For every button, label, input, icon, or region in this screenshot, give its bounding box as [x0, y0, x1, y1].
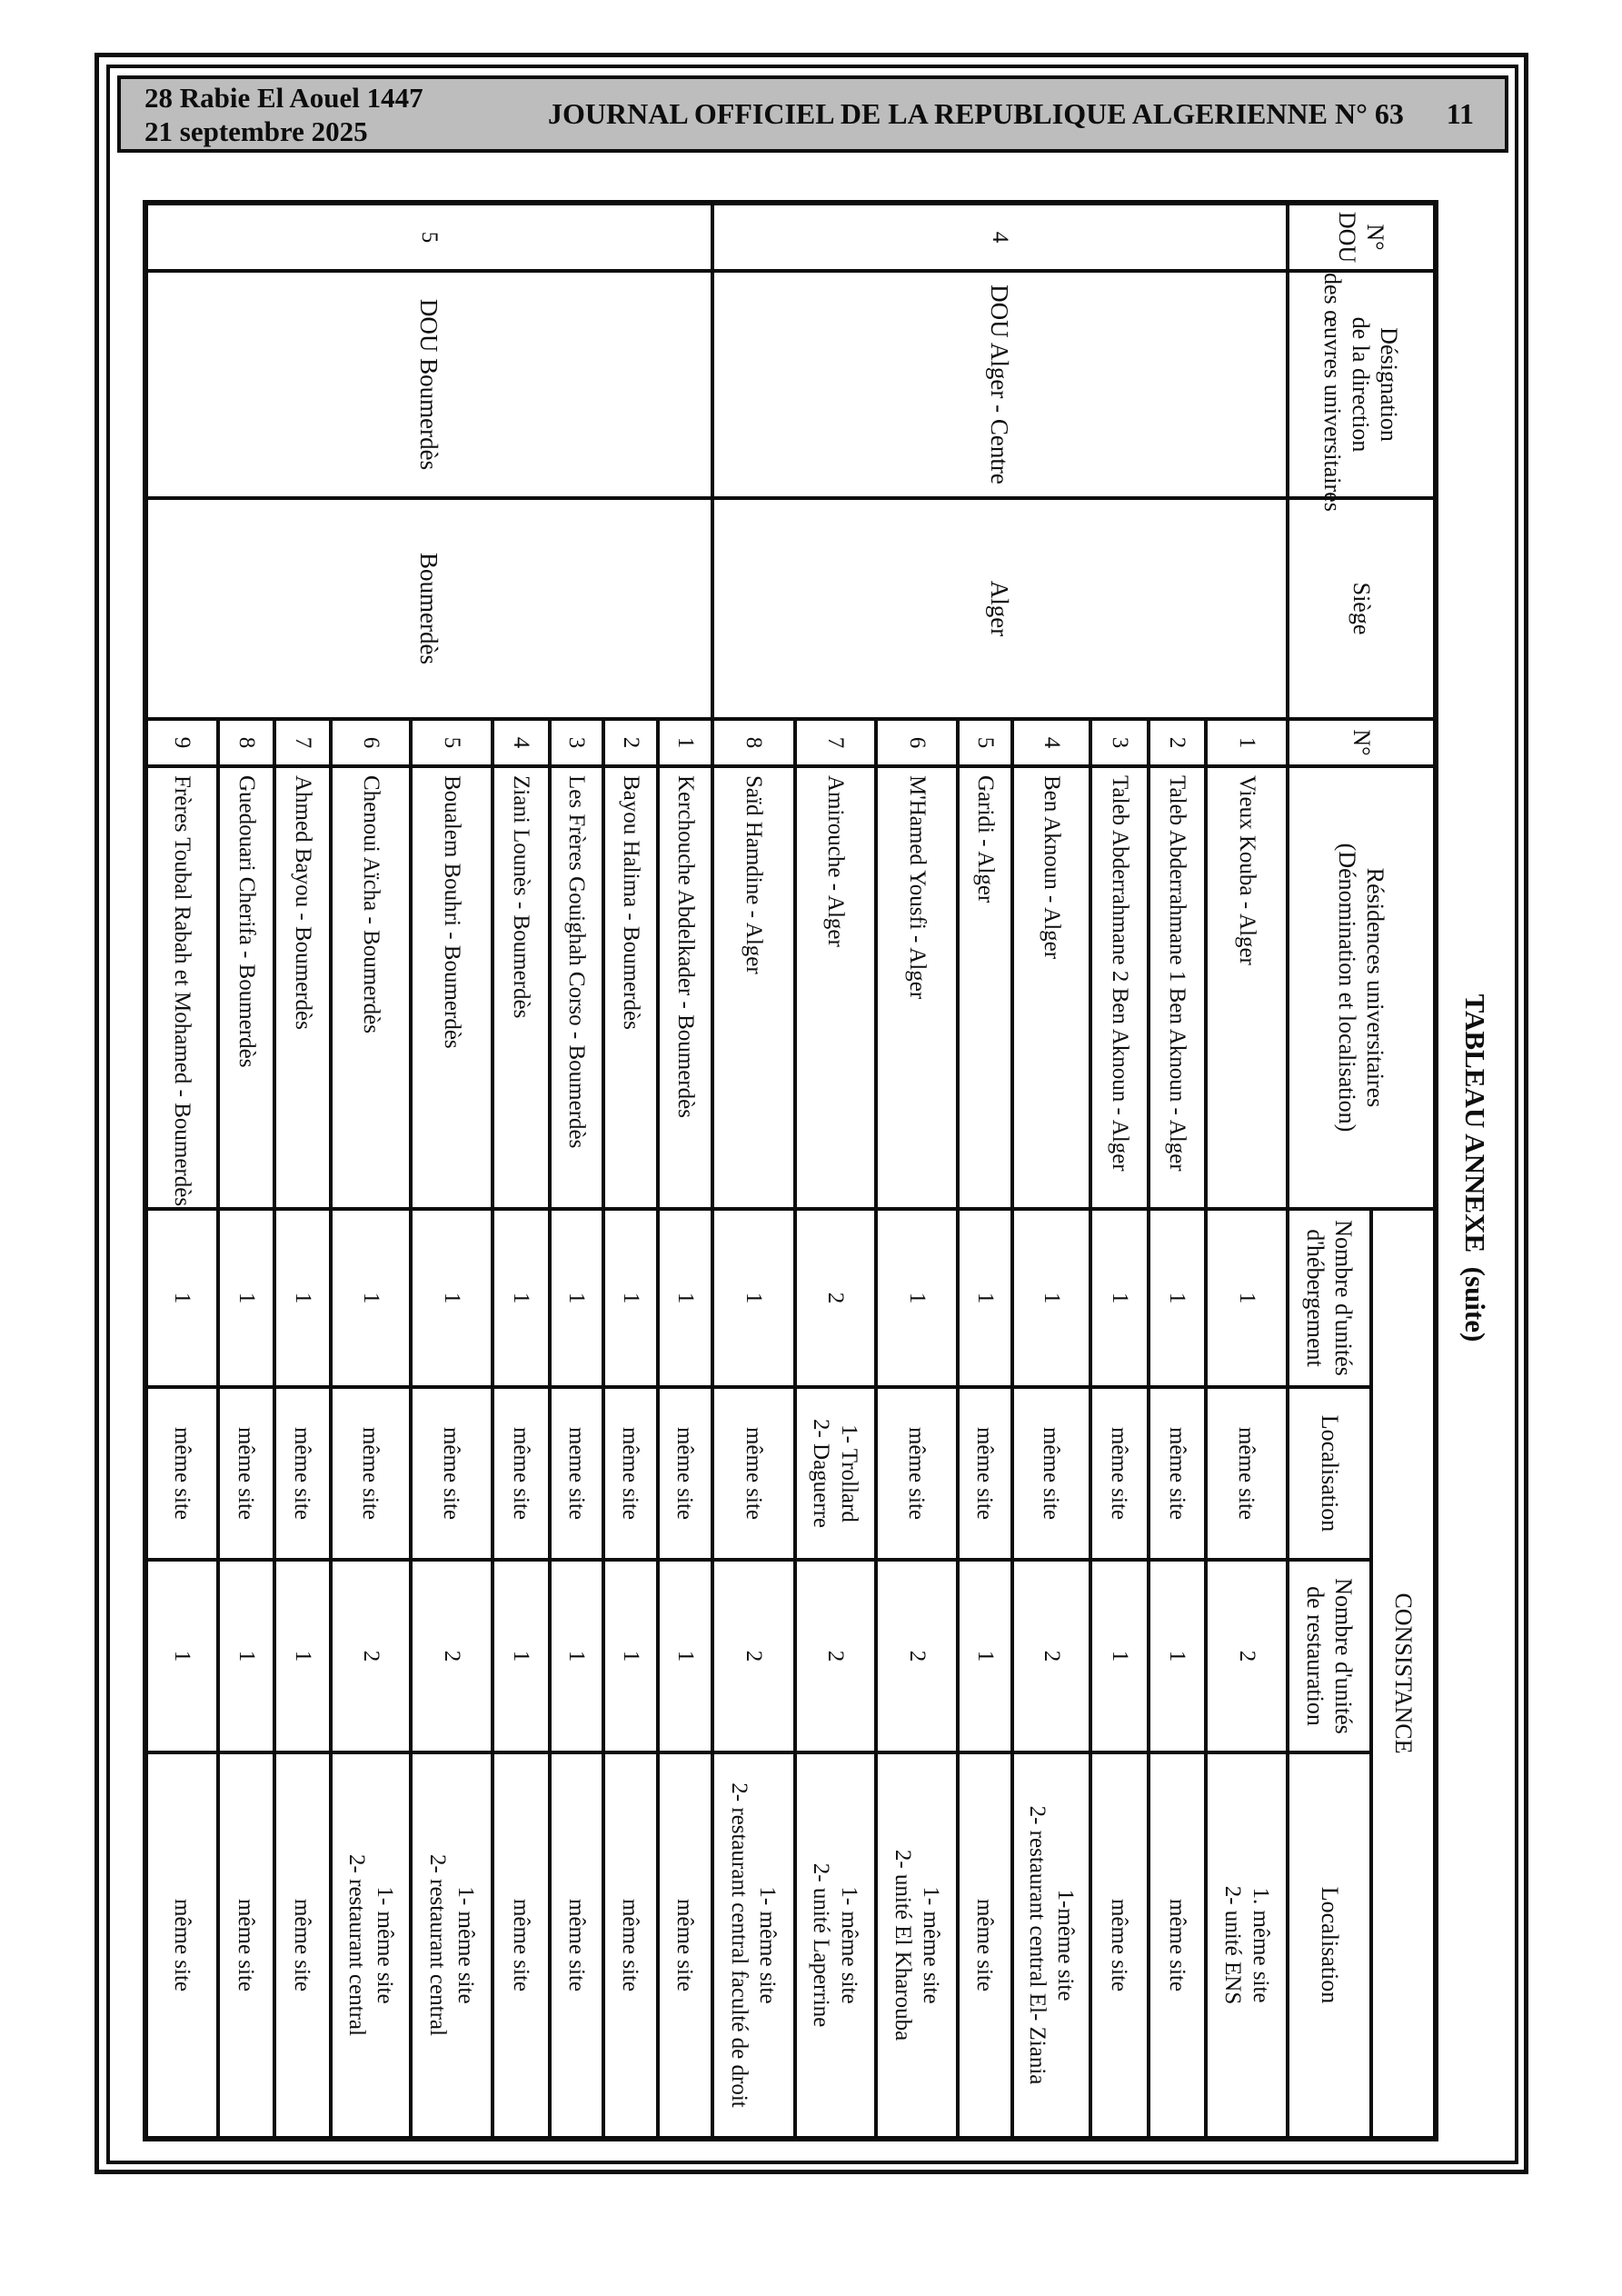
- cell-heberg-localisation: [493, 1387, 550, 1560]
- cell-heberg-count: 1: [958, 1209, 1012, 1387]
- loc1-line1: même site: [1234, 1426, 1259, 1521]
- cell-restau-localisation: [958, 1752, 1012, 2139]
- loc2-line1: 1- même site: [837, 1886, 862, 2004]
- cell-heberg-count: 1: [550, 1209, 603, 1387]
- residences-line2: (Dénomination et localisation): [1334, 843, 1360, 1133]
- num-dou-line2: DOU: [1334, 211, 1360, 264]
- cell-heberg-count: 1: [1206, 1209, 1288, 1387]
- loc2-line1: même site: [509, 1898, 533, 1992]
- cell-restau-count: 2: [1206, 1560, 1288, 1752]
- col-header-heberg: [1288, 1209, 1371, 1387]
- cell-row-num: 5: [411, 719, 493, 766]
- cell-residence-name: Bayou Halima - Boumerdès: [603, 766, 658, 1209]
- cell-residence-name: Garidi - Alger: [958, 766, 1012, 1209]
- cell-heberg-count: 1: [603, 1209, 658, 1387]
- cell-heberg-localisation: [1012, 1387, 1090, 1560]
- loc1-line1: même site: [439, 1426, 464, 1521]
- loc1-line1: même site: [290, 1426, 315, 1521]
- cell-restau-count: 1: [658, 1560, 712, 1752]
- cell-restau-count: 1: [1149, 1560, 1206, 1752]
- loc2-line2: 2- restaurant central: [425, 1854, 450, 2036]
- cell-restau-localisation: [658, 1752, 712, 2139]
- cell-heberg-localisation: [411, 1387, 493, 1560]
- journal-header-band: [117, 75, 1508, 153]
- loc2-line1: 1-même site: [1053, 1889, 1078, 2002]
- cell-restau-count: 2: [712, 1560, 795, 1752]
- header-row-1: [1371, 203, 1436, 2139]
- cell-restau-localisation: [1090, 1752, 1149, 2139]
- annex-table: [143, 200, 1438, 2141]
- loc2-line1: même site: [564, 1898, 589, 1992]
- num-dou-line1: N°: [1362, 224, 1388, 251]
- cell-restau-count: 1: [958, 1560, 1012, 1752]
- cell-residence-name: Les Frères Gouighah Corso - Boumerdès: [550, 766, 603, 1209]
- cell-heberg-count: 1: [712, 1209, 795, 1387]
- heberg-line2: d'hébergement: [1302, 1229, 1328, 1367]
- cell-restau-count: 2: [795, 1560, 876, 1752]
- cell-row-num: 8: [218, 719, 274, 766]
- cell-heberg-localisation: [603, 1387, 658, 1560]
- loc2-line2: 2- restaurant central faculté de droit: [727, 1782, 752, 2108]
- cell-residence-name: Chenoui Aïcha - Boumerdès: [331, 766, 411, 1209]
- loc1-line1: même site: [972, 1426, 998, 1521]
- cell-row-num: 2: [603, 719, 658, 766]
- residences-line1: Résidences universitaires: [1362, 867, 1388, 1108]
- cell-row-num: 7: [274, 719, 331, 766]
- cell-restau-count: 2: [411, 1560, 493, 1752]
- cell-row-num: 6: [876, 719, 958, 766]
- cell-restau-count: 1: [550, 1560, 603, 1752]
- loc2-line1: même site: [290, 1898, 315, 1992]
- loc2-line2: 2- unité Laperrine: [809, 1862, 834, 2028]
- loc1-line1: même site: [234, 1426, 259, 1521]
- rotated-annex-sheet: [148, 200, 1511, 2136]
- col-header-restauration: [1288, 1560, 1371, 1752]
- loc1-line1: même site: [1039, 1426, 1064, 1521]
- date-hijri: 28 Rabie El Aouel 1447: [144, 81, 423, 114]
- cell-residence-name: Kerchouche Abdelkader - Boumerdès: [658, 766, 712, 1209]
- cell-row-num: 1: [658, 719, 712, 766]
- cell-row-num: 8: [712, 719, 795, 766]
- col-header-siege: Siège: [1288, 498, 1436, 719]
- cell-heberg-count: 1: [274, 1209, 331, 1387]
- cell-restau-count: 2: [876, 1560, 958, 1752]
- loc1-line1: même site: [170, 1426, 194, 1521]
- col-header-localisation-2: Localisation: [1288, 1752, 1371, 2139]
- cell-residence-name: M'Hamed Yousfi - Alger: [876, 766, 958, 1209]
- page-number: 11: [1446, 97, 1474, 130]
- cell-group-siege: Alger: [712, 498, 1288, 719]
- cell-restau-localisation: [493, 1752, 550, 2139]
- cell-residence-name: Ben Aknoun - Alger: [1012, 766, 1090, 1209]
- loc1-line1: même site: [1107, 1426, 1132, 1521]
- cell-heberg-count: 1: [411, 1209, 493, 1387]
- cell-heberg-localisation: [658, 1387, 712, 1560]
- cell-restau-localisation: [1206, 1752, 1288, 2139]
- cell-group-num: 5: [145, 203, 712, 271]
- cell-heberg-localisation: [1206, 1387, 1288, 1560]
- date-gregorian: 21 septembre 2025: [144, 115, 368, 147]
- loc1-line1: même site: [904, 1426, 930, 1521]
- cell-restau-localisation: [712, 1752, 795, 2139]
- cell-heberg-localisation: [145, 1387, 218, 1560]
- cell-restau-localisation: [603, 1752, 658, 2139]
- cell-restau-count: 1: [493, 1560, 550, 1752]
- loc2-line1: même site: [618, 1898, 643, 1992]
- cell-restau-localisation: [876, 1752, 958, 2139]
- cell-heberg-localisation: [712, 1387, 795, 1560]
- restau-line2: de restauration: [1302, 1586, 1328, 1726]
- cell-group-designation: DOU Boumerdès: [145, 271, 712, 498]
- cell-row-num: 3: [1090, 719, 1149, 766]
- cell-heberg-localisation: [1090, 1387, 1149, 1560]
- loc1-line1: même site: [509, 1426, 533, 1521]
- cell-heberg-localisation: [1149, 1387, 1206, 1560]
- loc2-line1: même site: [170, 1898, 194, 1992]
- cell-row-num: 7: [795, 719, 876, 766]
- col-header-num-dou: [1288, 203, 1436, 271]
- loc2-line1: même site: [1165, 1898, 1189, 1992]
- heberg-line1: Nombre d'unités: [1330, 1220, 1357, 1376]
- cell-row-num: 5: [958, 719, 1012, 766]
- annex-table-title: TABLEAU ANNEXE (suite): [1459, 993, 1491, 1343]
- loc1-line1: même site: [672, 1426, 698, 1521]
- col-header-residences: [1288, 766, 1436, 1209]
- cell-row-num: 4: [1012, 719, 1090, 766]
- cell-restau-localisation: [1012, 1752, 1090, 2139]
- cell-row-num: 3: [550, 719, 603, 766]
- cell-heberg-count: 1: [658, 1209, 712, 1387]
- cell-residence-name: Ziani Lounès - Boumerdès: [493, 766, 550, 1209]
- cell-restau-localisation: [331, 1752, 411, 2139]
- loc1-line1: 1- Trollard: [837, 1424, 862, 1522]
- cell-restau-localisation: [411, 1752, 493, 2139]
- loc2-line1: même site: [234, 1898, 259, 1992]
- cell-heberg-localisation: [550, 1387, 603, 1560]
- cell-residence-name: Guedouari Cherifa - Boumerdès: [218, 766, 274, 1209]
- cell-heberg-localisation: [876, 1387, 958, 1560]
- cell-restau-count: 2: [331, 1560, 411, 1752]
- cell-heberg-localisation: [218, 1387, 274, 1560]
- col-header-localisation-1: Localisation: [1288, 1387, 1371, 1560]
- cell-group-num: 4: [712, 203, 1288, 271]
- cell-residence-name: Taleb Abderrahmane 1 Ben Aknoun - Alger: [1149, 766, 1206, 1209]
- cell-restau-localisation: [145, 1752, 218, 2139]
- cell-restau-count: 1: [603, 1560, 658, 1752]
- loc2-line1: 1- même site: [373, 1886, 397, 2004]
- cell-residence-name: Ahmed Bayou - Boumerdès: [274, 766, 331, 1209]
- loc1-line1: même site: [358, 1426, 383, 1521]
- col-header-consistance: CONSISTANCE: [1371, 1209, 1436, 2139]
- loc2-line1: 1. même site: [1249, 1887, 1273, 2003]
- designation-line2: de la direction: [1348, 316, 1375, 453]
- loc1-line1: même site: [1165, 1426, 1189, 1521]
- cell-residence-name: Taleb Abderrahmane 2 Ben Aknoun - Alger: [1090, 766, 1149, 1209]
- cell-row-num: 1: [1206, 719, 1288, 766]
- cell-residence-name: Vieux Kouba - Alger: [1206, 766, 1288, 1209]
- cell-group-siege: Boumerdès: [145, 498, 712, 719]
- loc2-line1: 1- même site: [453, 1886, 478, 2004]
- loc1-line1: meme site: [564, 1426, 589, 1521]
- designation-line1: Désignation: [1376, 327, 1403, 442]
- cell-restau-count: 1: [1090, 1560, 1149, 1752]
- cell-group-designation: DOU Alger - Centre: [712, 271, 1288, 498]
- loc2-line1: 1- même site: [919, 1886, 943, 2004]
- cell-row-num: 4: [493, 719, 550, 766]
- cell-heberg-count: 1: [1090, 1209, 1149, 1387]
- table-row: [1206, 203, 1288, 2139]
- cell-restau-localisation: [218, 1752, 274, 2139]
- cell-heberg-count: 1: [1149, 1209, 1206, 1387]
- loc2-line1: 1- même site: [755, 1886, 781, 2004]
- loc1-line2: 2- Daguerre: [809, 1418, 834, 1529]
- cell-heberg-count: 1: [331, 1209, 411, 1387]
- cell-row-num: 2: [1149, 719, 1206, 766]
- loc2-line2: 2- unité El Kharouba: [891, 1849, 915, 2041]
- loc2-line2: 2- restaurant central: [344, 1854, 369, 2036]
- journal-title: JOURNAL OFFICIEL DE LA REPUBLIQUE ALGERIENNE N° 63: [548, 97, 1404, 130]
- cell-residence-name: Boualem Bouhri - Boumerdès: [411, 766, 493, 1209]
- loc2-line2: 2- restaurant central El- Ziania: [1025, 1805, 1050, 2085]
- loc1-line1: même site: [741, 1426, 766, 1521]
- cell-heberg-localisation: [958, 1387, 1012, 1560]
- cell-restau-count: 1: [145, 1560, 218, 1752]
- loc2-line1: même site: [1107, 1898, 1132, 1992]
- designation-line3: des œuvres universitaires: [1319, 273, 1347, 512]
- col-header-num: N°: [1288, 719, 1436, 766]
- cell-residence-name: Saïd Hamdine - Alger: [712, 766, 795, 1209]
- cell-heberg-count: 1: [1012, 1209, 1090, 1387]
- cell-heberg-count: 1: [145, 1209, 218, 1387]
- cell-heberg-count: 2: [795, 1209, 876, 1387]
- cell-heberg-localisation: [331, 1387, 411, 1560]
- cell-restau-count: 2: [1012, 1560, 1090, 1752]
- loc2-line2: 2- unité ENS: [1220, 1885, 1245, 2005]
- cell-restau-count: 1: [218, 1560, 274, 1752]
- restau-line1: Nombre d'unités: [1330, 1578, 1357, 1734]
- table-row: [658, 203, 712, 2139]
- cell-residence-name: Frères Toubal Rabah et Mohamed - Boumerdès: [145, 766, 218, 1209]
- cell-restau-count: 1: [274, 1560, 331, 1752]
- cell-row-num: 6: [331, 719, 411, 766]
- cell-residence-name: Amirouche - Alger: [795, 766, 876, 1209]
- col-header-designation: [1288, 271, 1436, 512]
- header-dates: [144, 81, 423, 148]
- cell-restau-localisation: [274, 1752, 331, 2139]
- cell-restau-localisation: [550, 1752, 603, 2139]
- cell-row-num: 9: [145, 719, 218, 766]
- cell-heberg-count: 1: [493, 1209, 550, 1387]
- cell-heberg-localisation: [795, 1387, 876, 1560]
- cell-restau-localisation: [1149, 1752, 1206, 2139]
- loc1-line1: même site: [618, 1426, 643, 1521]
- cell-restau-localisation: [795, 1752, 876, 2139]
- loc2-line1: même site: [672, 1898, 698, 1992]
- cell-heberg-count: 1: [876, 1209, 958, 1387]
- loc2-line1: même site: [972, 1898, 998, 1992]
- cell-heberg-localisation: [274, 1387, 331, 1560]
- cell-heberg-count: 1: [218, 1209, 274, 1387]
